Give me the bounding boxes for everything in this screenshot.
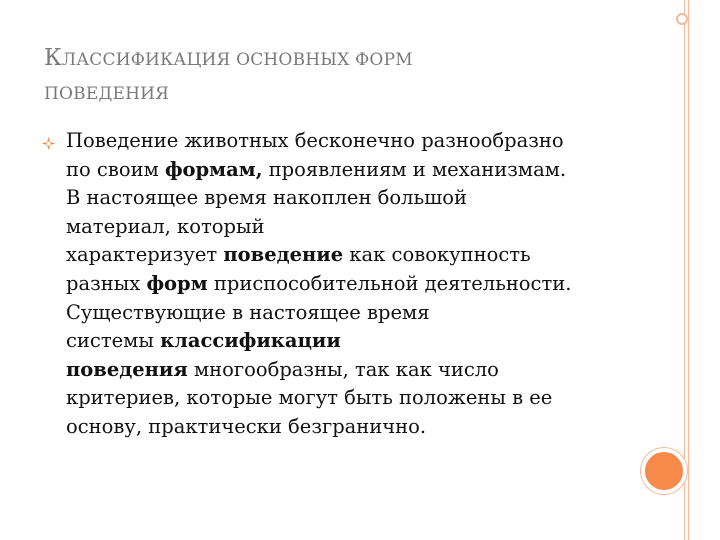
body-line: [66, 156, 656, 185]
body-text-run: Поведение животных бесконечно разнообразно: [66, 129, 564, 152]
body-line: [66, 184, 656, 213]
body-line: [66, 213, 656, 242]
body-line: [66, 241, 656, 270]
decorative-ring-icon: [676, 13, 688, 25]
body-text-run: проявлениям и механизмам.: [262, 157, 567, 181]
body-text-run: критериев, которые могут быть положены в ее: [66, 386, 553, 410]
body-text-bold: форм: [146, 271, 208, 295]
title-line-2: ПОВЕДЕНИЯ: [44, 84, 170, 104]
body-line: [66, 413, 656, 442]
body-text-run: характеризует: [66, 243, 224, 267]
body-paragraph: [66, 127, 656, 442]
body-text-run: как совокупность: [343, 243, 531, 267]
body-text-bold: поведения: [66, 357, 188, 381]
border-line-right: [688, 0, 689, 540]
body-text-bold: формам,: [164, 157, 263, 181]
body-text-run: приспособительной деятельности.: [207, 271, 572, 295]
body-text-run: по своим: [66, 157, 165, 181]
body-text-run: материал, который: [66, 214, 265, 238]
body-text-run: системы: [66, 329, 161, 353]
orange-circle-icon: [641, 448, 687, 494]
body-text-run: многообразны, так как число: [187, 357, 499, 381]
body-line: [66, 270, 656, 299]
body-line: [66, 127, 656, 156]
diamond-bullet-icon: [41, 136, 56, 151]
body-line: [66, 356, 656, 385]
body-text-run: разных: [66, 271, 147, 295]
body-text-bold: классификации: [160, 329, 341, 353]
slide-title: [44, 38, 604, 103]
body-text-run: основу, практически безгранично.: [66, 414, 427, 438]
body-line: [66, 299, 656, 328]
body-line: [66, 384, 656, 413]
body-text-run: Существующие в настоящее время: [66, 300, 430, 324]
body-text-bold: поведение: [223, 243, 344, 267]
title-line-1: КЛАССИФИКАЦИЯ ОСНОВНЫХ ФОРМ: [44, 45, 413, 71]
body-text-run: В настоящее время накоплен большой: [66, 186, 467, 210]
body-line: [66, 327, 656, 356]
